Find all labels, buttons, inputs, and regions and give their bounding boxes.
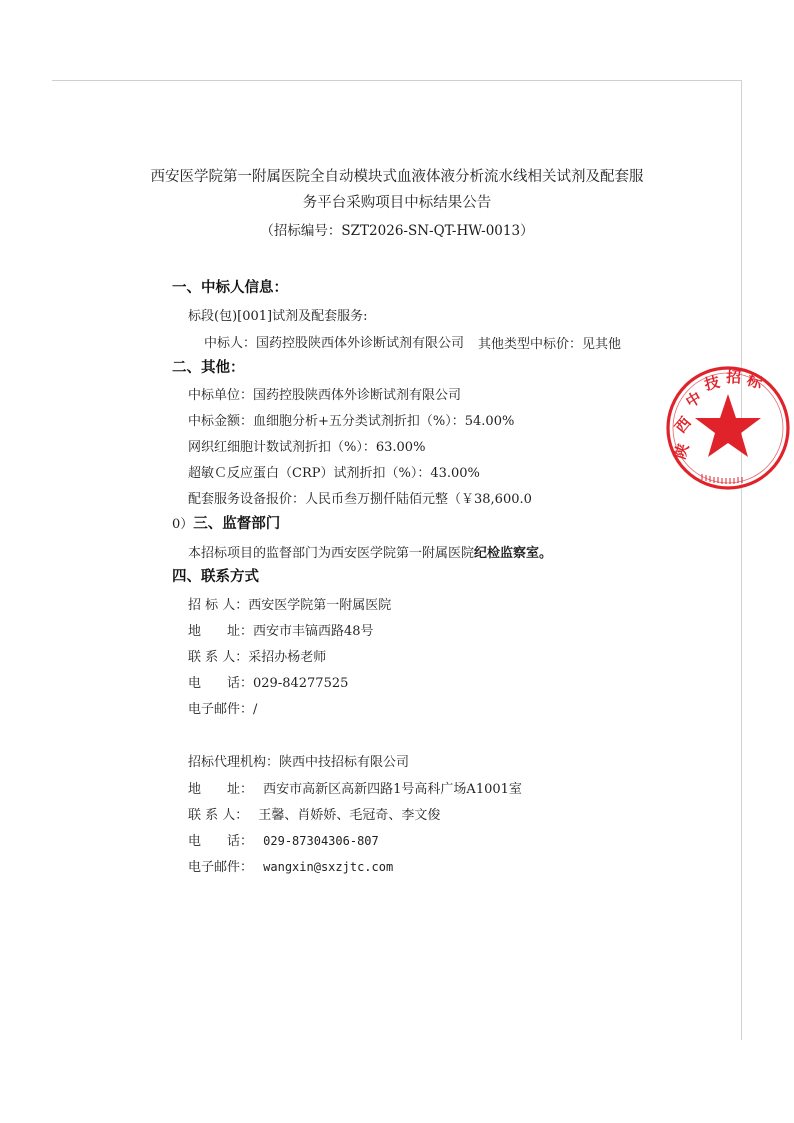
agency-contact-label: 联 系 人： [188, 808, 249, 823]
supervision-text [188, 542, 552, 561]
winner-label: 中标人： [204, 336, 257, 351]
agency-email-value: wangxin@sxzjtc.com [263, 860, 394, 874]
svg-text:中: 中 [682, 388, 705, 412]
agency-address-row [188, 778, 522, 797]
document-title-line-2: 务平台采购项目中标结果公告 [302, 195, 492, 211]
winner-name: 国药控股陕西体外诊断试剂有限公司 [256, 336, 465, 351]
tenderer-contact-row [188, 646, 326, 665]
svg-text:标: 标 [744, 370, 765, 393]
tenderer-address-label: 地 址： [188, 624, 254, 639]
tenderer-value: 西安医学院第一附属医院 [248, 598, 392, 613]
tenderer-email-label: 电子邮件： [188, 702, 254, 717]
tenderer-phone-label: 电 话： [188, 676, 254, 691]
tenderer-label: 招 标 人： [188, 598, 249, 613]
winning-unit: 中标单位：国药控股陕西体外诊断试剂有限公司 [188, 388, 462, 403]
section-heading-contact: 四、联系方式 [172, 569, 259, 585]
winning-amount: 中标金额：血细胞分析+五分类试剂折扣（%）：54.00% [188, 414, 515, 429]
supervision-department: 纪检监察室。 [474, 546, 553, 561]
section-heading-supervision-row [172, 512, 280, 533]
agency-email-row [188, 856, 393, 875]
other-price-label: 其他类型中标价： [478, 337, 583, 352]
crp-discount: 超敏Ｃ反应蛋白（CRP）试剂折扣（%）：43.00% [188, 466, 480, 481]
agency-name: 陕西中技招标有限公司 [279, 755, 410, 770]
agency-email-label: 电子邮件： [188, 860, 254, 875]
tenderer-email-row [188, 698, 257, 717]
tenderer-address-value: 西安市丰镐西路48号 [253, 624, 374, 639]
tenderer-contact-value: 采招办杨老师 [248, 650, 327, 665]
agency-label: 招标代理机构： [188, 755, 280, 770]
tenderer-address-row [188, 620, 374, 639]
agency-address-label: 地 址： [188, 782, 254, 797]
agency-phone-label: 电 话： [188, 834, 254, 849]
other-price-row [478, 333, 621, 352]
section-heading-supervision: 三、监督部门 [193, 516, 281, 532]
section-heading-other: 二、其他： [172, 360, 245, 376]
service-quote-continuation: 0） [172, 517, 194, 532]
tenderer-email-value: / [253, 702, 258, 717]
other-price-value: 见其他 [582, 337, 622, 352]
tenderer-row [188, 594, 391, 613]
winner-row [204, 332, 464, 351]
tenderer-contact-label: 联 系 人： [188, 650, 249, 665]
service-equipment-quote: 配套服务设备报价：人民币叁万捌仟陆佰元整（￥38,600.0 [188, 492, 532, 507]
agency-phone-row [188, 830, 379, 849]
seal-icon [640, 362, 765, 492]
agency-contact-row [188, 804, 440, 823]
tender-number: （招标编号：SZT2026-SN-QT-HW-0013） [260, 223, 534, 239]
supervision-text-main: 本招标项目的监督部门为西安医学院第一附属医院 [188, 546, 475, 561]
agency-contact-value: 王馨、肖娇娇、毛冠奇、李文俊 [258, 808, 441, 823]
agency-row [188, 751, 409, 770]
tenderer-phone-row [188, 672, 348, 691]
svg-text:招: 招 [725, 368, 742, 387]
section-heading-winner-info: 一、中标人信息： [172, 280, 288, 296]
agency-address-value: 西安市高新区高新四路1号高科广场A1001室 [263, 782, 522, 797]
reticulocyte-discount: 网织红细胞计数试剂折扣（%）：63.00% [188, 440, 426, 455]
company-seal [640, 362, 765, 492]
svg-text:西: 西 [671, 413, 695, 437]
document-title-line-1: 西安医学院第一附属医院全自动模块式血液体液分析流水线相关试剂及配套服 [150, 169, 644, 185]
tenderer-phone-value: 029-84277525 [253, 676, 349, 691]
lot-label: 标段(包)[001]试剂及配套服务: [188, 309, 368, 324]
svg-text:陕: 陕 [670, 441, 693, 462]
scan-border-top [52, 80, 742, 81]
svg-text:技: 技 [702, 372, 722, 394]
agency-phone-value: 029-87304306-807 [263, 834, 379, 848]
